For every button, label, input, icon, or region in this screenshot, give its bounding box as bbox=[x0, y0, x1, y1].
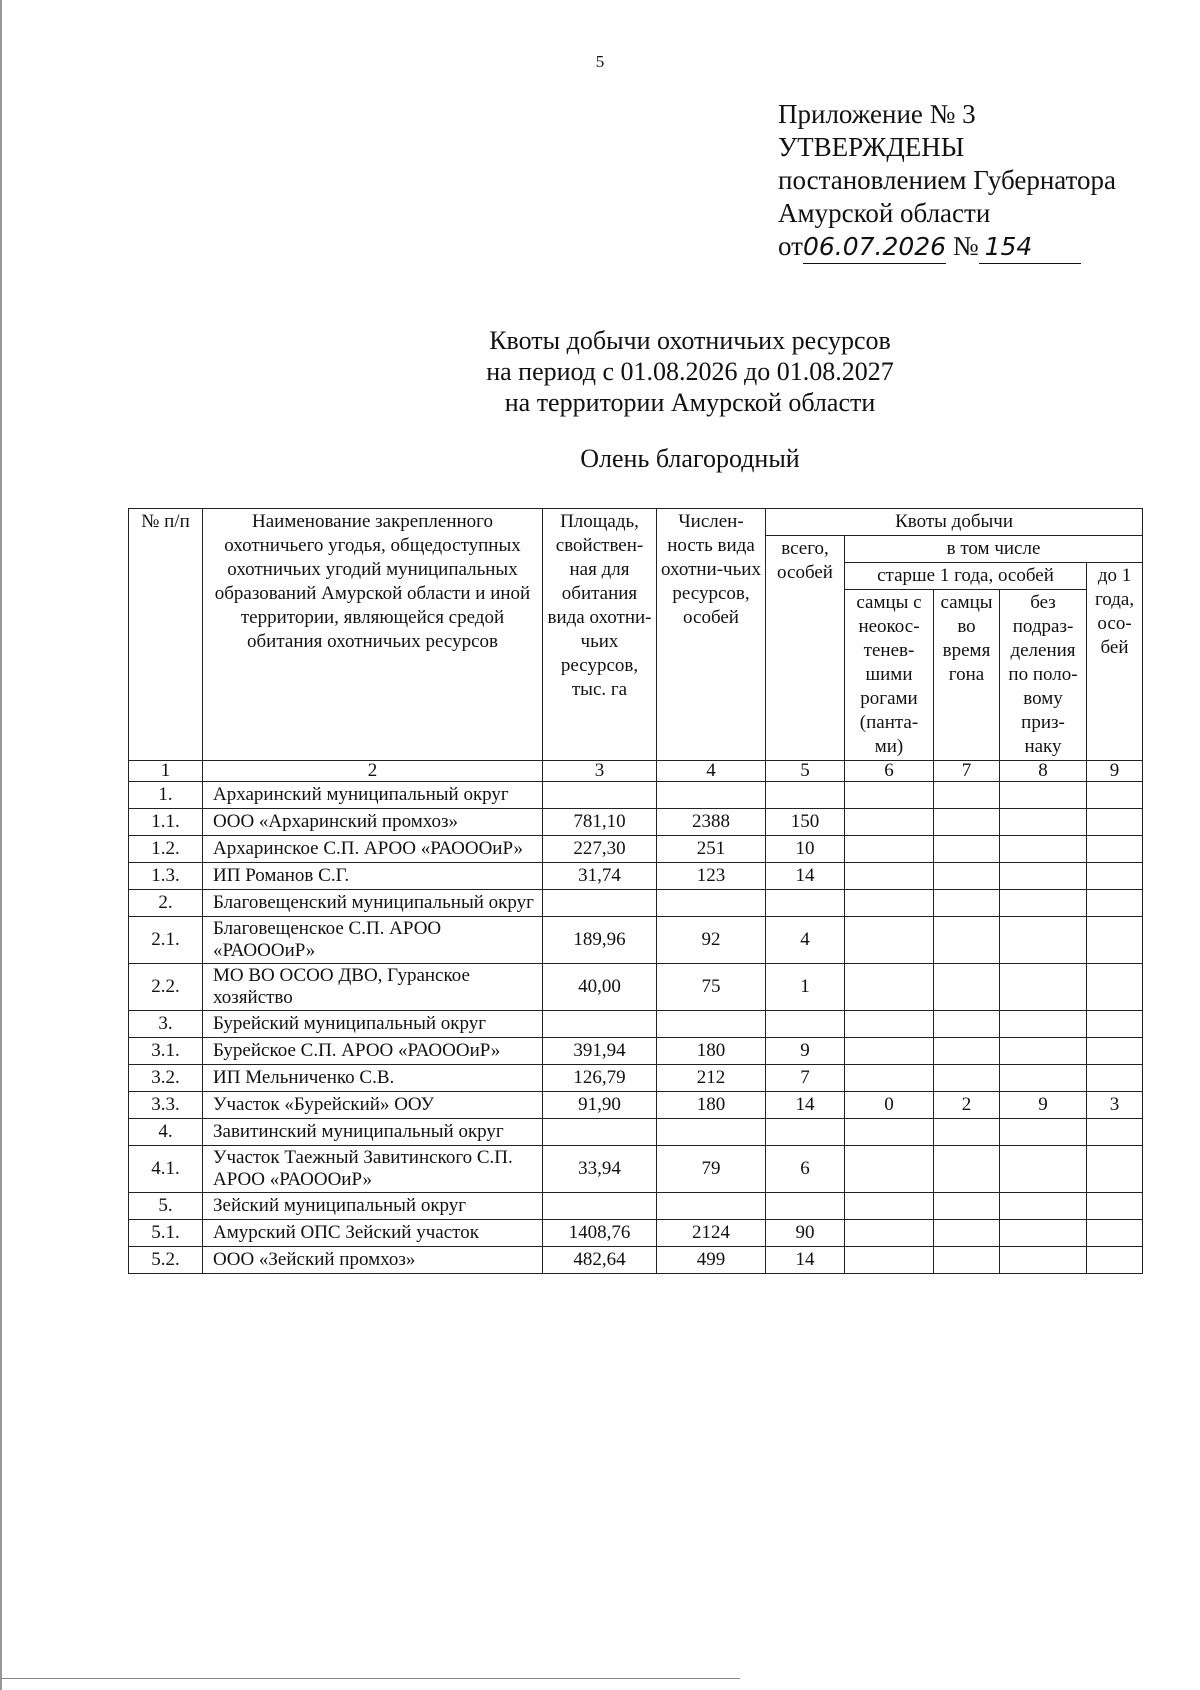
cell-under1 bbox=[1087, 809, 1143, 836]
cell-males-rut bbox=[934, 1220, 1000, 1247]
cell-total: 10 bbox=[766, 836, 845, 863]
cell-under1 bbox=[1087, 917, 1143, 964]
column-number-3: 3 bbox=[543, 761, 657, 782]
cell-name: МО ВО ОСОО ДВО, Гуранское хозяйство bbox=[203, 964, 543, 1011]
column-number-8: 8 bbox=[1000, 761, 1087, 782]
header-including: в том числе bbox=[845, 536, 1143, 563]
cell-males-antlers bbox=[845, 1065, 934, 1092]
header-quotas: Квоты добычи bbox=[766, 509, 1143, 536]
table-row bbox=[129, 863, 1143, 890]
cell-males-rut: 2 bbox=[934, 1092, 1000, 1119]
cell-males-rut bbox=[934, 917, 1000, 964]
cell-name: ООО «Зейский промхоз» bbox=[203, 1247, 543, 1274]
cell-total: 1 bbox=[766, 964, 845, 1011]
cell-num: 1.1. bbox=[129, 809, 203, 836]
cell-under1: 3 bbox=[1087, 1092, 1143, 1119]
cell-num: 5. bbox=[129, 1193, 203, 1220]
header-no-sex: без подраз-деления по поло-вому приз-наку bbox=[1000, 590, 1087, 761]
cell-population bbox=[657, 1011, 766, 1038]
cell-area: 91,90 bbox=[543, 1092, 657, 1119]
cell-num: 5.2. bbox=[129, 1247, 203, 1274]
cell-num: 2.1. bbox=[129, 917, 203, 964]
cell-name: Благовещенский муниципальный округ bbox=[203, 890, 543, 917]
column-number-4: 4 bbox=[657, 761, 766, 782]
cell-males-antlers bbox=[845, 964, 934, 1011]
column-number-6: 6 bbox=[845, 761, 934, 782]
decree-date-number bbox=[778, 230, 1116, 264]
cell-under1 bbox=[1087, 1065, 1143, 1092]
cell-males-rut bbox=[934, 1193, 1000, 1220]
cell-population: 123 bbox=[657, 863, 766, 890]
cell-population: 2388 bbox=[657, 809, 766, 836]
cell-total: 90 bbox=[766, 1220, 845, 1247]
cell-males-antlers bbox=[845, 1011, 934, 1038]
cell-area bbox=[543, 1193, 657, 1220]
cell-area: 482,64 bbox=[543, 1247, 657, 1274]
cell-total: 14 bbox=[766, 1247, 845, 1274]
approval-block bbox=[778, 98, 1116, 264]
table-row bbox=[129, 1146, 1143, 1193]
number-prefix: № bbox=[952, 231, 979, 261]
cell-males-rut bbox=[934, 782, 1000, 809]
approved-label: УТВЕРЖДЕНЫ bbox=[778, 132, 965, 162]
cell-no-sex bbox=[1000, 1146, 1087, 1193]
cell-total: 150 bbox=[766, 809, 845, 836]
cell-males-antlers bbox=[845, 1038, 934, 1065]
cell-num: 2. bbox=[129, 890, 203, 917]
cell-area: 391,94 bbox=[543, 1038, 657, 1065]
header-males-antlers: самцы с неокос-тенев-шими рогами (панта-ми) bbox=[845, 590, 934, 761]
cell-under1 bbox=[1087, 1119, 1143, 1146]
title-line-1: Квоты добычи охотничьих ресурсов bbox=[489, 326, 891, 355]
cell-area: 31,74 bbox=[543, 863, 657, 890]
cell-males-rut bbox=[934, 836, 1000, 863]
cell-under1 bbox=[1087, 1193, 1143, 1220]
header-under1: до 1 года, осо-бей bbox=[1087, 563, 1143, 761]
cell-population: 499 bbox=[657, 1247, 766, 1274]
cell-population bbox=[657, 1193, 766, 1220]
cell-num: 4. bbox=[129, 1119, 203, 1146]
cell-no-sex bbox=[1000, 917, 1087, 964]
page-number: 5 bbox=[595, 52, 605, 71]
cell-males-antlers bbox=[845, 836, 934, 863]
cell-area bbox=[543, 782, 657, 809]
cell-no-sex bbox=[1000, 809, 1087, 836]
cell-under1 bbox=[1087, 782, 1143, 809]
cell-name: Бурейский муниципальный округ bbox=[203, 1011, 543, 1038]
cell-name: Благовещенское С.П. АРОО «РАОООиР» bbox=[203, 917, 543, 964]
cell-area bbox=[543, 890, 657, 917]
cell-under1 bbox=[1087, 1011, 1143, 1038]
cell-under1 bbox=[1087, 863, 1143, 890]
cell-num: 3.2. bbox=[129, 1065, 203, 1092]
header-older: старше 1 года, особей bbox=[845, 563, 1087, 590]
cell-males-rut bbox=[934, 1065, 1000, 1092]
cell-num: 3. bbox=[129, 1011, 203, 1038]
cell-no-sex bbox=[1000, 1193, 1087, 1220]
cell-name: Амурский ОПС Зейский участок bbox=[203, 1220, 543, 1247]
cell-population bbox=[657, 890, 766, 917]
cell-under1 bbox=[1087, 1220, 1143, 1247]
table-row bbox=[129, 1011, 1143, 1038]
cell-males-antlers: 0 bbox=[845, 1092, 934, 1119]
cell-no-sex bbox=[1000, 1065, 1087, 1092]
cell-males-rut bbox=[934, 1146, 1000, 1193]
cell-population: 2124 bbox=[657, 1220, 766, 1247]
cell-males-antlers bbox=[845, 809, 934, 836]
table-row bbox=[129, 836, 1143, 863]
cell-no-sex bbox=[1000, 1247, 1087, 1274]
cell-name: Архаринский муниципальный округ bbox=[203, 782, 543, 809]
date-prefix: от bbox=[778, 231, 803, 261]
cell-males-rut bbox=[934, 1119, 1000, 1146]
cell-no-sex bbox=[1000, 836, 1087, 863]
cell-males-antlers bbox=[845, 1220, 934, 1247]
cell-total bbox=[766, 1193, 845, 1220]
cell-num: 4.1. bbox=[129, 1146, 203, 1193]
table-row bbox=[129, 1092, 1143, 1119]
cell-num: 1.3. bbox=[129, 863, 203, 890]
cell-total bbox=[766, 782, 845, 809]
cell-no-sex bbox=[1000, 1119, 1087, 1146]
cell-name: Завитинский муниципальный округ bbox=[203, 1119, 543, 1146]
cell-males-antlers bbox=[845, 1146, 934, 1193]
cell-under1 bbox=[1087, 836, 1143, 863]
cell-area bbox=[543, 1119, 657, 1146]
cell-area: 33,94 bbox=[543, 1146, 657, 1193]
cell-population: 180 bbox=[657, 1038, 766, 1065]
cell-total: 9 bbox=[766, 1038, 845, 1065]
header-num: № п/п bbox=[129, 509, 203, 761]
cell-under1 bbox=[1087, 890, 1143, 917]
decree-line: постановлением Губернатора bbox=[778, 165, 1116, 195]
header-males-rut: самцы во время гона bbox=[934, 590, 1000, 761]
table-header bbox=[129, 509, 1143, 782]
header-total: всего, особей bbox=[766, 536, 845, 761]
cell-population bbox=[657, 1119, 766, 1146]
cell-num: 1. bbox=[129, 782, 203, 809]
cell-population bbox=[657, 782, 766, 809]
cell-no-sex bbox=[1000, 890, 1087, 917]
cell-num: 5.1. bbox=[129, 1220, 203, 1247]
cell-males-antlers bbox=[845, 890, 934, 917]
decree-date: 06.07.2026 bbox=[803, 230, 946, 264]
cell-males-antlers bbox=[845, 1119, 934, 1146]
cell-no-sex bbox=[1000, 782, 1087, 809]
cell-males-antlers bbox=[845, 782, 934, 809]
cell-no-sex bbox=[1000, 1220, 1087, 1247]
cell-name: Участок Таежный Завитинского С.П. АРОО «РАОООиР» bbox=[203, 1146, 543, 1193]
cell-population: 212 bbox=[657, 1065, 766, 1092]
title-line-3: на территории Амурской области bbox=[504, 388, 876, 417]
cell-males-rut bbox=[934, 863, 1000, 890]
cell-males-antlers bbox=[845, 1193, 934, 1220]
cell-area: 1408,76 bbox=[543, 1220, 657, 1247]
column-number-9: 9 bbox=[1087, 761, 1143, 782]
column-number-1: 1 bbox=[129, 761, 203, 782]
cell-total: 6 bbox=[766, 1146, 845, 1193]
cell-total: 4 bbox=[766, 917, 845, 964]
cell-no-sex bbox=[1000, 1038, 1087, 1065]
table-body bbox=[129, 782, 1143, 1274]
cell-num: 3.1. bbox=[129, 1038, 203, 1065]
appendix-label: Приложение № 3 bbox=[778, 99, 976, 129]
column-number-5: 5 bbox=[766, 761, 845, 782]
cell-num: 1.2. bbox=[129, 836, 203, 863]
column-number-2: 2 bbox=[203, 761, 543, 782]
cell-males-rut bbox=[934, 890, 1000, 917]
column-numbers-row bbox=[129, 761, 1143, 782]
cell-males-antlers bbox=[845, 863, 934, 890]
cell-total bbox=[766, 890, 845, 917]
cell-name: Бурейское С.П. АРОО «РАОООиР» bbox=[203, 1038, 543, 1065]
cell-males-rut bbox=[934, 1247, 1000, 1274]
table-row bbox=[129, 1193, 1143, 1220]
table-row bbox=[129, 782, 1143, 809]
cell-area bbox=[543, 1011, 657, 1038]
cell-under1 bbox=[1087, 1038, 1143, 1065]
cell-population: 251 bbox=[657, 836, 766, 863]
table-row bbox=[129, 809, 1143, 836]
species-title: Олень благородный bbox=[580, 444, 800, 473]
cell-under1 bbox=[1087, 964, 1143, 1011]
cell-no-sex bbox=[1000, 964, 1087, 1011]
cell-total bbox=[766, 1011, 845, 1038]
cell-name: Зейский муниципальный округ bbox=[203, 1193, 543, 1220]
cell-under1 bbox=[1087, 1247, 1143, 1274]
cell-total: 14 bbox=[766, 1092, 845, 1119]
table-row bbox=[129, 964, 1143, 1011]
scan-edge-bottom bbox=[0, 1678, 740, 1679]
cell-no-sex bbox=[1000, 1011, 1087, 1038]
table-row bbox=[129, 1065, 1143, 1092]
cell-under1 bbox=[1087, 1146, 1143, 1193]
scan-edge bbox=[0, 0, 2, 1690]
header-name: Наименование закрепленного охотничьего угодья, общедоступных охотничьих угодий муниципальных образований Амурской области и иной территории, являющейся средой обитания охотничьих ресурсов bbox=[203, 509, 543, 761]
cell-males-rut bbox=[934, 1038, 1000, 1065]
table-row bbox=[129, 1247, 1143, 1274]
decree-number: 154 bbox=[979, 230, 1081, 264]
cell-name: ИП Романов С.Г. bbox=[203, 863, 543, 890]
cell-total: 7 bbox=[766, 1065, 845, 1092]
cell-num: 2.2. bbox=[129, 964, 203, 1011]
cell-population: 180 bbox=[657, 1092, 766, 1119]
cell-no-sex: 9 bbox=[1000, 1092, 1087, 1119]
cell-males-rut bbox=[934, 1011, 1000, 1038]
cell-name: Архаринское С.П. АРОО «РАОООиР» bbox=[203, 836, 543, 863]
cell-population: 75 bbox=[657, 964, 766, 1011]
cell-population: 79 bbox=[657, 1146, 766, 1193]
cell-name: Участок «Бурейский» ООУ bbox=[203, 1092, 543, 1119]
header-population: Числен-ность вида охотни-чьих ресурсов, особей bbox=[657, 509, 766, 761]
quota-table bbox=[128, 508, 1143, 1274]
cell-males-antlers bbox=[845, 1247, 934, 1274]
column-number-7: 7 bbox=[934, 761, 1000, 782]
cell-num: 3.3. bbox=[129, 1092, 203, 1119]
cell-males-antlers bbox=[845, 917, 934, 964]
cell-area: 40,00 bbox=[543, 964, 657, 1011]
cell-area: 189,96 bbox=[543, 917, 657, 964]
title-line-2: на период с 01.08.2026 до 01.08.2027 bbox=[486, 357, 894, 386]
cell-area: 227,30 bbox=[543, 836, 657, 863]
cell-name: ООО «Архаринский промхоз» bbox=[203, 809, 543, 836]
cell-area: 126,79 bbox=[543, 1065, 657, 1092]
cell-total: 14 bbox=[766, 863, 845, 890]
cell-population: 92 bbox=[657, 917, 766, 964]
table-row bbox=[129, 1038, 1143, 1065]
cell-no-sex bbox=[1000, 863, 1087, 890]
table-row bbox=[129, 1220, 1143, 1247]
header-area: Площадь, свойствен-ная для обитания вида охотни-чьих ресурсов, тыс. га bbox=[543, 509, 657, 761]
document-title bbox=[0, 325, 1200, 418]
table-row bbox=[129, 917, 1143, 964]
region-line: Амурской области bbox=[778, 198, 991, 228]
table-row bbox=[129, 890, 1143, 917]
table-row bbox=[129, 1119, 1143, 1146]
cell-area: 781,10 bbox=[543, 809, 657, 836]
cell-name: ИП Мельниченко С.В. bbox=[203, 1065, 543, 1092]
cell-males-rut bbox=[934, 964, 1000, 1011]
cell-total bbox=[766, 1119, 845, 1146]
cell-males-rut bbox=[934, 809, 1000, 836]
